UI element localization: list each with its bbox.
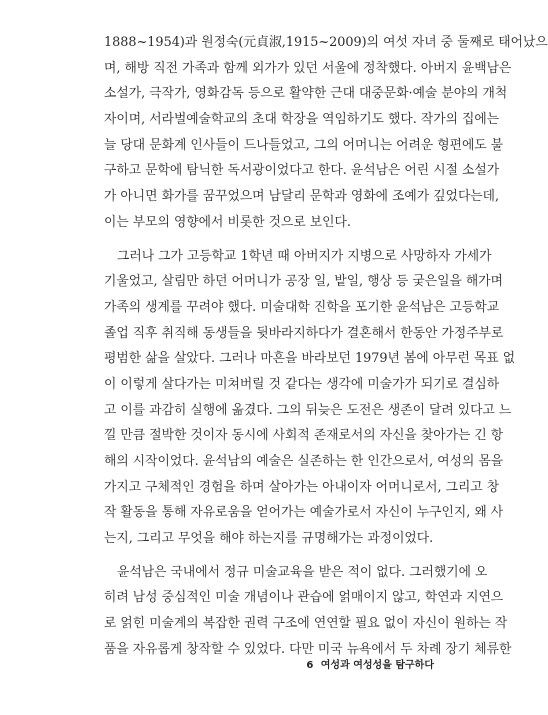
text-line: 작 활동을 통해 자유로움을 얻어가는 예술가로서 자신이 누구인지, 왜 사: [104, 505, 504, 521]
text-line: 고 이를 과감히 실행에 옮겼다. 그의 뒤늦은 도전은 생존이 달려 있다고 느: [104, 402, 512, 418]
text-line: 이는 부모의 영향에서 비롯한 것으로 보인다.: [104, 214, 351, 230]
text-line: 구하고 문학에 탐닉한 독서광이었다고 한다. 윤석남은 어린 시절 소설가: [104, 163, 500, 179]
text-line: 는지, 그리고 무엇을 해야 하는지를 규명해가는 과정이었다.: [104, 531, 434, 547]
text-line-indented: 윤석남은 국내에서 정규 미술교육을 받은 적이 없다. 그러했기에 오: [117, 564, 488, 580]
text-line: 1888~1954)과 원정숙(元貞淑,1915~2009)의 여섯 자녀 중 둘째로 태어났으: [104, 35, 548, 50]
text-line: 가지고 구체적인 경험을 하며 살아가는 아내이자 어머니로서, 그리고 창: [104, 479, 500, 495]
text-line: 소설가, 극작가, 영화감독 등으로 활약한 근대 대중문화·예술 분야의 개척: [104, 86, 508, 102]
text-line: 기울었고, 살림만 하던 어머니가 공장 일, 밭일, 행상 등 궂은일을 해가며: [104, 274, 504, 290]
text-line: 졸업 직후 취직해 동생들을 뒷바라지하다가 결혼해서 한동안 가정주부로: [104, 325, 504, 341]
text-line: 해의 시작이었다. 윤석남의 예술은 실존하는 한 인간으로서, 여성의 몸을: [104, 454, 504, 469]
page-number: 6: [306, 660, 314, 671]
text-line: 며, 해방 직전 가족과 함께 외가가 있던 서울에 정착했다. 아버지 윤백남은: [104, 60, 512, 76]
body-text: [104, 30, 548, 663]
text-line: 낄 만큼 절박한 것이자 동시에 사회적 존재로서의 자신을 찾아가는 긴 항: [104, 428, 504, 444]
text-line-indented: 그러나 그가 고등학교 1학년 때 아버지가 지병으로 사망하자 가세가: [117, 248, 492, 264]
text-line: 늘 당대 문화계 인사들이 드나들었고, 그의 어머니는 어려운 형편에도 불: [104, 137, 504, 153]
text-line: 로 얽힌 미술계의 복잡한 권력 구조에 연연할 필요 없이 자신이 원하는 작: [104, 616, 508, 632]
text-line: 평범한 삶을 살았다. 그러나 마흔을 바라보던 1979년 봄에 아무런 목표 없: [104, 351, 516, 367]
text-line: 품을 자유롭게 창작할 수 있었다. 다만 미국 뉴욕에서 두 차례 장기 체류한: [104, 641, 512, 657]
text-line: 자이며, 서라벌예술학교의 초대 학장을 역임하기도 했다. 작가의 집에는: [104, 112, 500, 128]
text-line: 가족의 생계를 꾸려야 했다. 미술대학 진학을 포기한 윤석남은 고등학교: [104, 299, 500, 315]
page-footer: [306, 656, 434, 671]
running-title: 여성과 여성성을 탐구하다: [320, 660, 434, 671]
text-line: 이 이렇게 살다가는 미쳐버릴 것 같다는 생각에 미술가가 되기로 결심하: [104, 376, 500, 392]
text-line: 히려 남성 중심적인 미술 개념이나 관습에 얽매이지 않고, 학연과 지연으: [104, 590, 504, 606]
text-line: 가 아니면 화가를 꿈꾸었으며 남달리 문학과 영화에 조예가 깊었다는데,: [104, 189, 500, 205]
